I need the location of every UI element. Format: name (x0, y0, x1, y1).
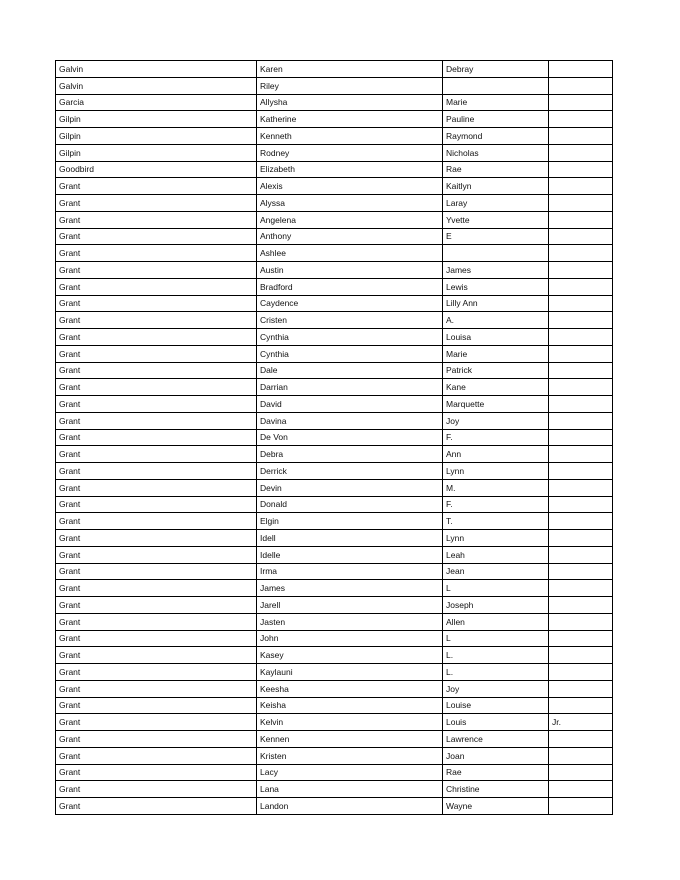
first-name-cell: Landon (257, 798, 443, 815)
middle-name-cell: Christine (443, 781, 549, 798)
table-row (56, 178, 613, 195)
name-roster-table (55, 60, 613, 815)
table-row (56, 747, 613, 764)
suffix-cell (549, 764, 613, 781)
first-name-cell: Keesha (257, 680, 443, 697)
middle-name-cell: James (443, 262, 549, 279)
table-row (56, 94, 613, 111)
suffix-cell (549, 412, 613, 429)
middle-name-cell: Debray (443, 61, 549, 78)
first-name-cell: Karen (257, 61, 443, 78)
last-name-cell: Grant (56, 798, 257, 815)
middle-name-cell: M. (443, 479, 549, 496)
first-name-cell: Jarell (257, 597, 443, 614)
middle-name-cell: Raymond (443, 128, 549, 145)
middle-name-cell: Louisa (443, 329, 549, 346)
first-name-cell: Darrian (257, 379, 443, 396)
middle-name-cell: Wayne (443, 798, 549, 815)
middle-name-cell: Marquette (443, 396, 549, 413)
table-row (56, 563, 613, 580)
middle-name-cell: Marie (443, 345, 549, 362)
suffix-cell (549, 747, 613, 764)
last-name-cell: Grant (56, 546, 257, 563)
first-name-cell: Keisha (257, 697, 443, 714)
middle-name-cell: L. (443, 647, 549, 664)
table-row (56, 530, 613, 547)
suffix-cell (549, 111, 613, 128)
last-name-cell: Grant (56, 647, 257, 664)
last-name-cell: Grant (56, 262, 257, 279)
last-name-cell: Grant (56, 362, 257, 379)
last-name-cell: Grant (56, 680, 257, 697)
suffix-cell (549, 379, 613, 396)
first-name-cell: Cristen (257, 312, 443, 329)
suffix-cell (549, 463, 613, 480)
first-name-cell: Devin (257, 479, 443, 496)
table-row (56, 195, 613, 212)
middle-name-cell: E (443, 228, 549, 245)
last-name-cell: Grant (56, 178, 257, 195)
middle-name-cell: Kane (443, 379, 549, 396)
suffix-cell (549, 731, 613, 748)
suffix-cell (549, 781, 613, 798)
last-name-cell: Grant (56, 479, 257, 496)
middle-name-cell (443, 245, 549, 262)
table-row (56, 446, 613, 463)
last-name-cell: Grant (56, 714, 257, 731)
suffix-cell (549, 278, 613, 295)
last-name-cell: Grant (56, 245, 257, 262)
last-name-cell: Grant (56, 446, 257, 463)
first-name-cell: Austin (257, 262, 443, 279)
middle-name-cell: Leah (443, 546, 549, 563)
table-row (56, 228, 613, 245)
suffix-cell (549, 697, 613, 714)
first-name-cell: Kenneth (257, 128, 443, 145)
name-roster-body (56, 61, 613, 815)
last-name-cell: Galvin (56, 61, 257, 78)
table-row (56, 396, 613, 413)
first-name-cell: Rodney (257, 144, 443, 161)
table-row (56, 61, 613, 78)
suffix-cell (549, 161, 613, 178)
first-name-cell: Irma (257, 563, 443, 580)
last-name-cell: Goodbird (56, 161, 257, 178)
first-name-cell: Bradford (257, 278, 443, 295)
first-name-cell: Kennen (257, 731, 443, 748)
middle-name-cell: Joy (443, 680, 549, 697)
middle-name-cell: Marie (443, 94, 549, 111)
table-row (56, 731, 613, 748)
last-name-cell: Grant (56, 195, 257, 212)
suffix-cell (549, 546, 613, 563)
first-name-cell: Debra (257, 446, 443, 463)
suffix-cell (549, 446, 613, 463)
suffix-cell (549, 496, 613, 513)
table-row (56, 161, 613, 178)
table-row (56, 630, 613, 647)
middle-name-cell: Lilly Ann (443, 295, 549, 312)
first-name-cell: Cynthia (257, 329, 443, 346)
table-row (56, 463, 613, 480)
middle-name-cell: Jean (443, 563, 549, 580)
suffix-cell (549, 228, 613, 245)
first-name-cell: Caydence (257, 295, 443, 312)
table-row (56, 295, 613, 312)
table-row (56, 479, 613, 496)
last-name-cell: Grant (56, 563, 257, 580)
suffix-cell (549, 345, 613, 362)
first-name-cell: Donald (257, 496, 443, 513)
middle-name-cell: Louis (443, 714, 549, 731)
suffix-cell (549, 563, 613, 580)
first-name-cell: Jasten (257, 613, 443, 630)
middle-name-cell: F. (443, 429, 549, 446)
table-row (56, 128, 613, 145)
suffix-cell (549, 128, 613, 145)
suffix-cell (549, 597, 613, 614)
last-name-cell: Grant (56, 312, 257, 329)
middle-name-cell: Joy (443, 412, 549, 429)
last-name-cell: Gilpin (56, 111, 257, 128)
last-name-cell: Grant (56, 379, 257, 396)
middle-name-cell: Laray (443, 195, 549, 212)
first-name-cell: Katherine (257, 111, 443, 128)
middle-name-cell: Allen (443, 613, 549, 630)
middle-name-cell: Lynn (443, 463, 549, 480)
suffix-cell (549, 798, 613, 815)
suffix-cell (549, 61, 613, 78)
last-name-cell: Grant (56, 278, 257, 295)
first-name-cell: Ashlee (257, 245, 443, 262)
table-row (56, 513, 613, 530)
table-row (56, 245, 613, 262)
suffix-cell (549, 429, 613, 446)
table-row (56, 664, 613, 681)
last-name-cell: Grant (56, 781, 257, 798)
middle-name-cell: Joan (443, 747, 549, 764)
table-row (56, 379, 613, 396)
middle-name-cell: Lynn (443, 530, 549, 547)
middle-name-cell: Louise (443, 697, 549, 714)
last-name-cell: Grant (56, 345, 257, 362)
suffix-cell (549, 680, 613, 697)
table-row (56, 764, 613, 781)
last-name-cell: Grant (56, 530, 257, 547)
first-name-cell: Anthony (257, 228, 443, 245)
last-name-cell: Grant (56, 396, 257, 413)
table-row (56, 362, 613, 379)
table-row (56, 429, 613, 446)
last-name-cell: Galvin (56, 77, 257, 94)
table-row (56, 144, 613, 161)
middle-name-cell: L (443, 580, 549, 597)
middle-name-cell: Pauline (443, 111, 549, 128)
suffix-cell (549, 295, 613, 312)
first-name-cell: Idelle (257, 546, 443, 563)
table-row (56, 680, 613, 697)
table-row (56, 580, 613, 597)
middle-name-cell: A. (443, 312, 549, 329)
middle-name-cell: L. (443, 664, 549, 681)
middle-name-cell: Yvette (443, 211, 549, 228)
middle-name-cell: L (443, 630, 549, 647)
table-row (56, 312, 613, 329)
last-name-cell: Grant (56, 496, 257, 513)
table-row (56, 77, 613, 94)
last-name-cell: Grant (56, 731, 257, 748)
first-name-cell: David (257, 396, 443, 413)
first-name-cell: Kristen (257, 747, 443, 764)
suffix-cell (549, 664, 613, 681)
last-name-cell: Grant (56, 329, 257, 346)
middle-name-cell: Rae (443, 161, 549, 178)
suffix-cell: Jr. (549, 714, 613, 731)
table-row (56, 412, 613, 429)
first-name-cell: Davina (257, 412, 443, 429)
suffix-cell (549, 513, 613, 530)
suffix-cell (549, 580, 613, 597)
last-name-cell: Garcia (56, 94, 257, 111)
first-name-cell: Kelvin (257, 714, 443, 731)
last-name-cell: Grant (56, 597, 257, 614)
middle-name-cell: Rae (443, 764, 549, 781)
last-name-cell: Grant (56, 513, 257, 530)
middle-name-cell: Patrick (443, 362, 549, 379)
table-row (56, 613, 613, 630)
first-name-cell: Alyssa (257, 195, 443, 212)
middle-name-cell: T. (443, 513, 549, 530)
table-row (56, 781, 613, 798)
first-name-cell: Lana (257, 781, 443, 798)
first-name-cell: Derrick (257, 463, 443, 480)
suffix-cell (549, 530, 613, 547)
table-row (56, 714, 613, 731)
last-name-cell: Grant (56, 295, 257, 312)
middle-name-cell: F. (443, 496, 549, 513)
last-name-cell: Gilpin (56, 128, 257, 145)
last-name-cell: Grant (56, 613, 257, 630)
suffix-cell (549, 312, 613, 329)
table-row (56, 546, 613, 563)
middle-name-cell: Kaitlyn (443, 178, 549, 195)
last-name-cell: Grant (56, 764, 257, 781)
table-row (56, 798, 613, 815)
suffix-cell (549, 195, 613, 212)
last-name-cell: Grant (56, 228, 257, 245)
last-name-cell: Grant (56, 412, 257, 429)
suffix-cell (549, 262, 613, 279)
middle-name-cell: Lawrence (443, 731, 549, 748)
first-name-cell: Dale (257, 362, 443, 379)
first-name-cell: Elgin (257, 513, 443, 530)
last-name-cell: Grant (56, 664, 257, 681)
middle-name-cell: Ann (443, 446, 549, 463)
table-row (56, 211, 613, 228)
suffix-cell (549, 211, 613, 228)
first-name-cell: Alexis (257, 178, 443, 195)
first-name-cell: Elizabeth (257, 161, 443, 178)
suffix-cell (549, 144, 613, 161)
middle-name-cell (443, 77, 549, 94)
table-row (56, 278, 613, 295)
first-name-cell: James (257, 580, 443, 597)
suffix-cell (549, 630, 613, 647)
first-name-cell: Idell (257, 530, 443, 547)
suffix-cell (549, 94, 613, 111)
suffix-cell (549, 77, 613, 94)
first-name-cell: De Von (257, 429, 443, 446)
first-name-cell: Riley (257, 77, 443, 94)
suffix-cell (549, 178, 613, 195)
middle-name-cell: Joseph (443, 597, 549, 614)
last-name-cell: Gilpin (56, 144, 257, 161)
suffix-cell (549, 362, 613, 379)
table-row (56, 697, 613, 714)
first-name-cell: Cynthia (257, 345, 443, 362)
table-row (56, 345, 613, 362)
suffix-cell (549, 613, 613, 630)
suffix-cell (549, 479, 613, 496)
first-name-cell: John (257, 630, 443, 647)
suffix-cell (549, 647, 613, 664)
table-row (56, 111, 613, 128)
table-row (56, 647, 613, 664)
first-name-cell: Kaylauni (257, 664, 443, 681)
first-name-cell: Kasey (257, 647, 443, 664)
table-row (56, 262, 613, 279)
suffix-cell (549, 329, 613, 346)
last-name-cell: Grant (56, 630, 257, 647)
last-name-cell: Grant (56, 211, 257, 228)
table-row (56, 597, 613, 614)
middle-name-cell: Lewis (443, 278, 549, 295)
first-name-cell: Lacy (257, 764, 443, 781)
last-name-cell: Grant (56, 747, 257, 764)
last-name-cell: Grant (56, 697, 257, 714)
suffix-cell (549, 245, 613, 262)
table-row (56, 496, 613, 513)
last-name-cell: Grant (56, 580, 257, 597)
first-name-cell: Angelena (257, 211, 443, 228)
first-name-cell: Allysha (257, 94, 443, 111)
table-row (56, 329, 613, 346)
last-name-cell: Grant (56, 429, 257, 446)
middle-name-cell: Nicholas (443, 144, 549, 161)
last-name-cell: Grant (56, 463, 257, 480)
suffix-cell (549, 396, 613, 413)
